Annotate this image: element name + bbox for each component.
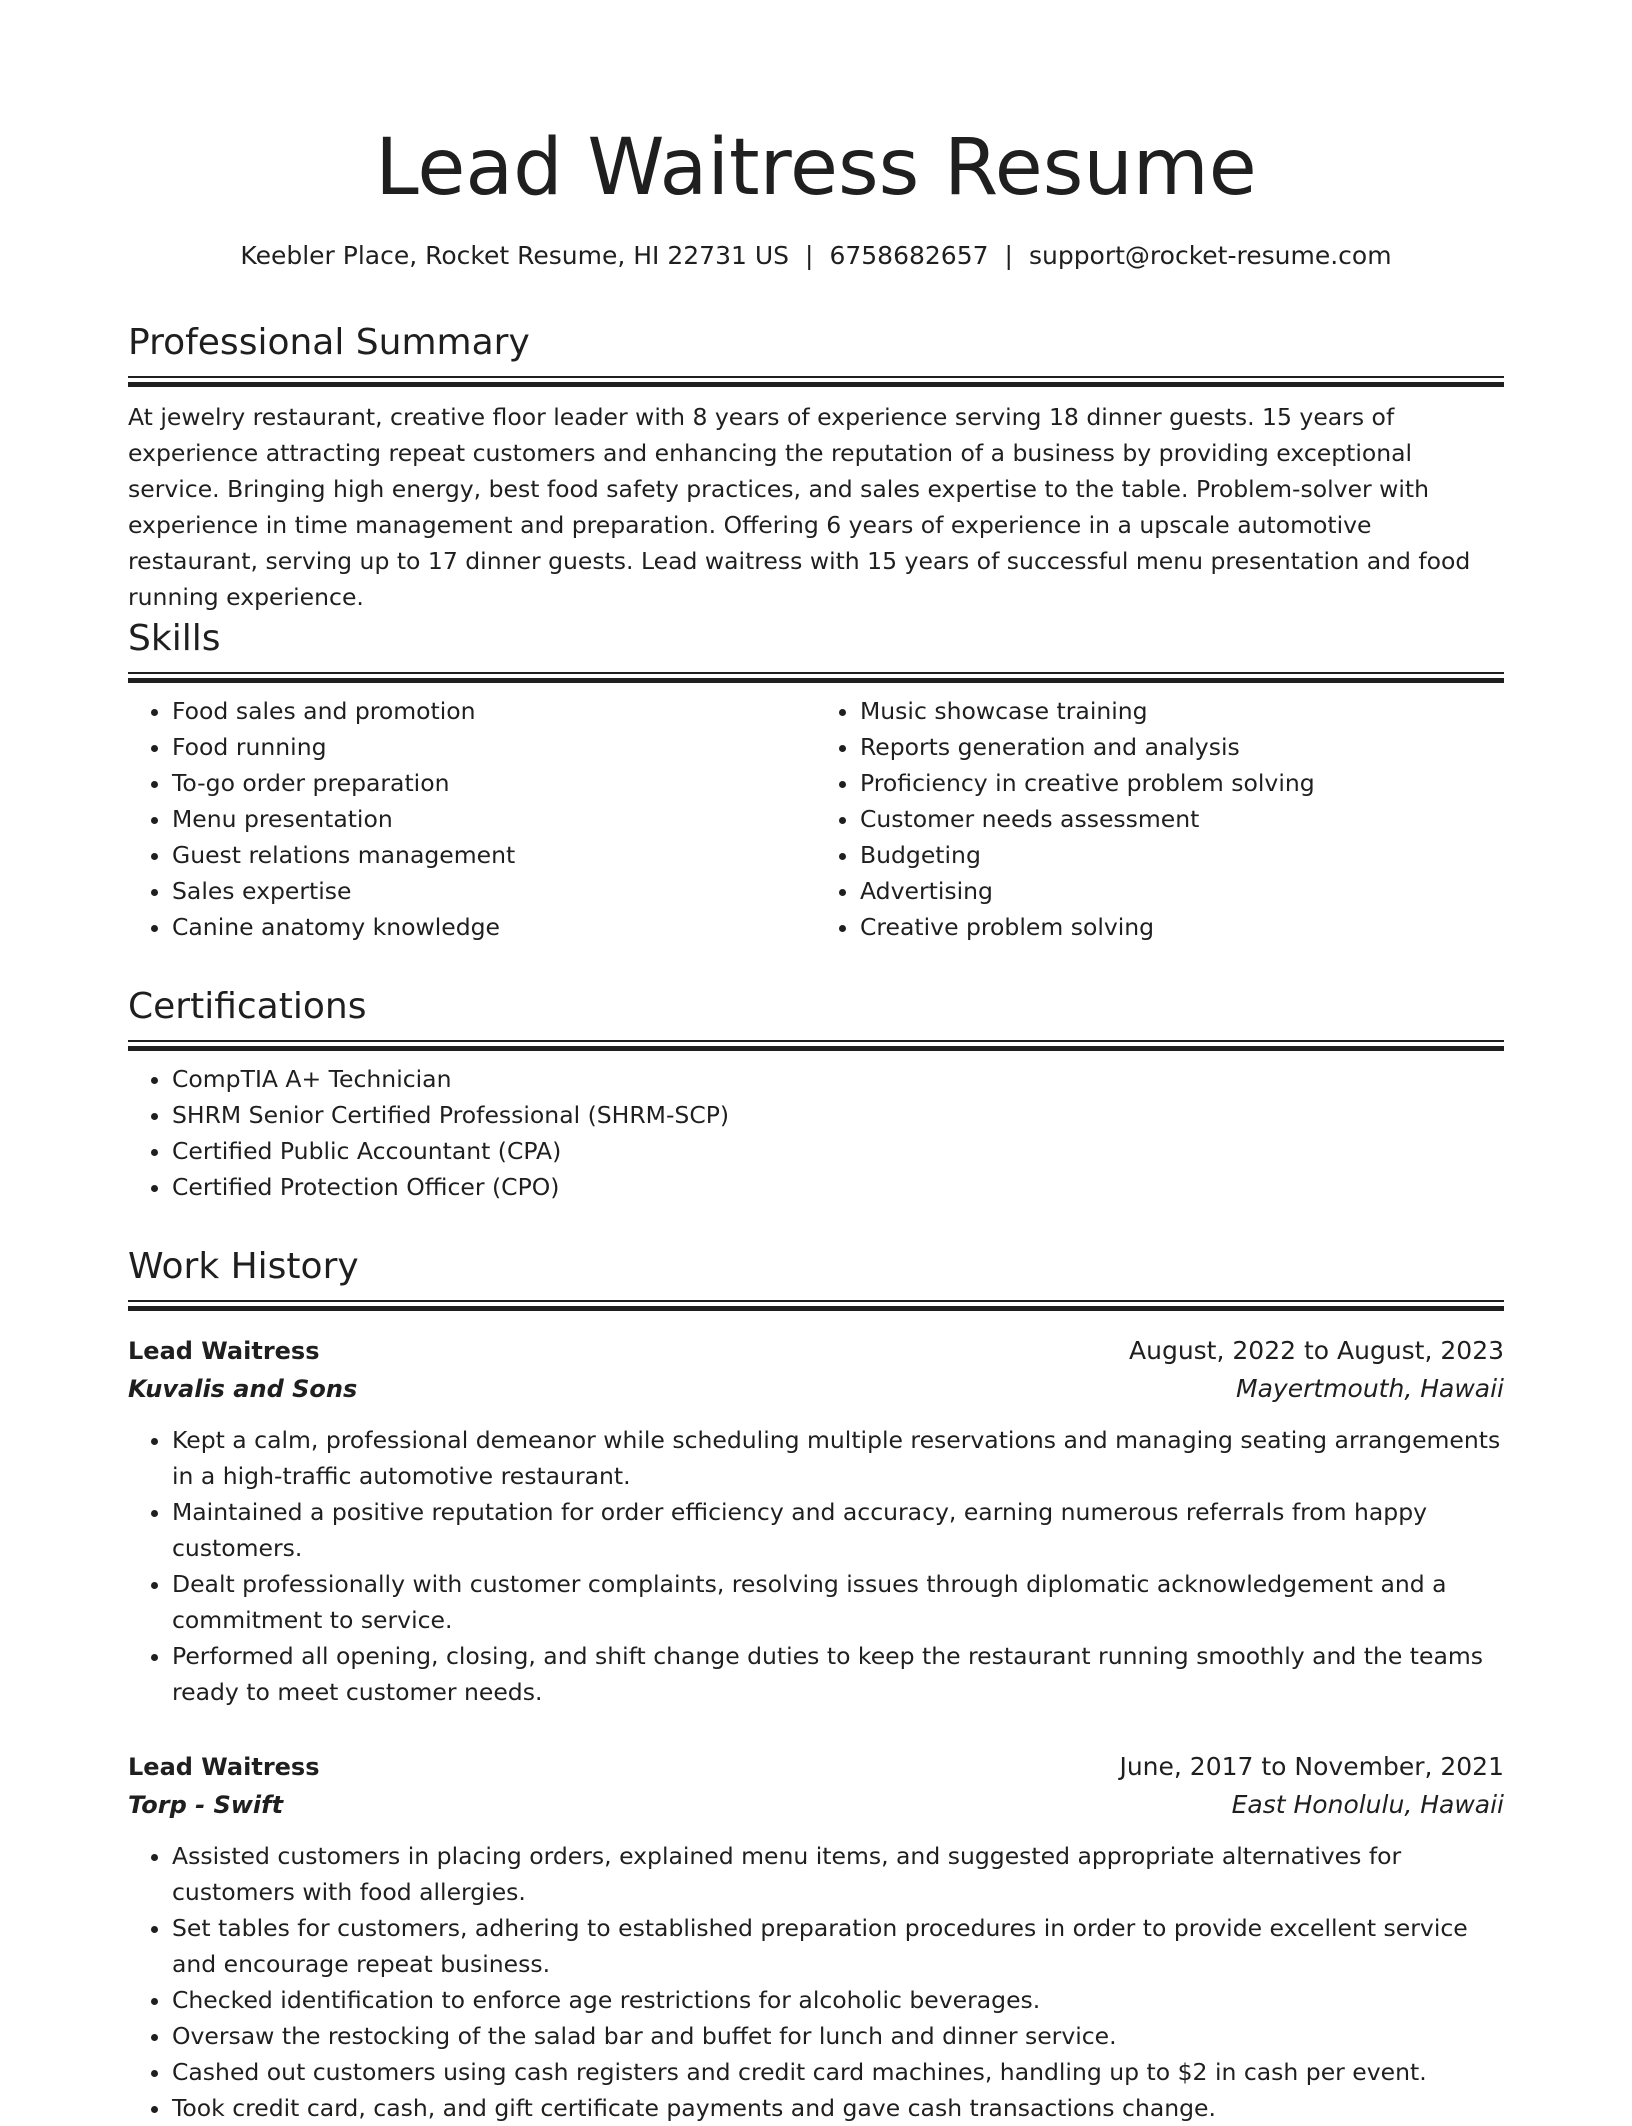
job-company: Torp - Swift bbox=[128, 1791, 284, 1819]
job-bullet: • Performed all opening, closing, and shift change duties to keep the restaurant running smoothly and the teams ready to meet customer needs. bbox=[172, 1638, 1504, 1710]
summary-heading: Professional Summary bbox=[128, 322, 530, 363]
job-header-row bbox=[128, 1332, 1504, 1370]
skill-item: • Guest relations management bbox=[172, 837, 816, 873]
job-bullet: • Took credit card, cash, and gift certificate payments and gave cash transactions change. bbox=[172, 2090, 1504, 2126]
job-bullet: • Assisted customers in placing orders, explained menu items, and suggested appropriate alternatives for customers with food allergies. bbox=[172, 1838, 1504, 1910]
skill-item: • Sales expertise bbox=[172, 873, 816, 909]
resume-title: Lead Waitress Resume bbox=[375, 123, 1257, 213]
job-entry bbox=[128, 1332, 1504, 1710]
section-divider bbox=[128, 672, 1504, 683]
skill-item: • Canine anatomy knowledge bbox=[172, 909, 816, 945]
job-bullet: • Set tables for customers, adhering to established preparation procedures in order to provide excellent service and encourage repeat business. bbox=[172, 1910, 1504, 1982]
certification-item: • Certified Public Accountant (CPA) bbox=[172, 1133, 1504, 1169]
skill-item: • Food running bbox=[172, 729, 816, 765]
skills-section bbox=[128, 614, 1504, 945]
job-location: Mayertmouth, Hawaii bbox=[1236, 1374, 1504, 1403]
job-bullet: • Cashed out customers using cash registers and credit card machines, handling up to $2 in cash per event. bbox=[172, 2054, 1504, 2090]
job-subheader-row bbox=[128, 1370, 1504, 1408]
certifications-heading: Certifications bbox=[128, 986, 367, 1027]
work-history-section bbox=[128, 1242, 1504, 1311]
skills-heading: Skills bbox=[128, 618, 221, 659]
job-bullets bbox=[128, 1838, 1504, 2126]
skills-list-left bbox=[128, 693, 816, 945]
skills-list-right bbox=[816, 693, 1504, 945]
section-divider bbox=[128, 376, 1504, 387]
contact-line bbox=[128, 238, 1504, 274]
job-bullets bbox=[128, 1422, 1504, 1710]
job-bullet: • Maintained a positive reputation for order efficiency and accuracy, earning numerous referrals from happy customers. bbox=[172, 1494, 1504, 1566]
job-bullet: • Dealt professionally with customer complaints, resolving issues through diplomatic acknowledgement and a commitment to service. bbox=[172, 1566, 1504, 1638]
skill-item: • Advertising bbox=[860, 873, 1504, 909]
skill-item: • Reports generation and analysis bbox=[860, 729, 1504, 765]
skill-item: • To-go order preparation bbox=[172, 765, 816, 801]
job-bullet: • Kept a calm, professional demeanor while scheduling multiple reservations and managing seating arrangements in a high-traffic automotive restaurant. bbox=[172, 1422, 1504, 1494]
job-dates: June, 2017 to November, 2021 bbox=[1119, 1752, 1504, 1781]
contact-phone: 6758682657 bbox=[829, 241, 989, 270]
summary-section bbox=[128, 318, 1504, 615]
job-title: Lead Waitress bbox=[128, 1337, 320, 1365]
job-dates: August, 2022 to August, 2023 bbox=[1129, 1336, 1504, 1365]
certification-item: • Certified Protection Officer (CPO) bbox=[172, 1169, 1504, 1205]
job-location: East Honolulu, Hawaii bbox=[1231, 1790, 1504, 1819]
work-history-heading: Work History bbox=[128, 1246, 359, 1287]
contact-separator: | bbox=[1004, 241, 1013, 270]
job-bullet: • Oversaw the restocking of the salad bar and buffet for lunch and dinner service. bbox=[172, 2018, 1504, 2054]
certification-item: • SHRM Senior Certified Professional (SHRM-SCP) bbox=[172, 1097, 1504, 1133]
skills-columns bbox=[128, 693, 1504, 945]
job-company: Kuvalis and Sons bbox=[128, 1375, 358, 1403]
section-divider bbox=[128, 1040, 1504, 1051]
summary-text: At jewelry restaurant, creative floor leader with 8 years of experience serving 18 dinner guests. 15 years of experience attracting repeat customers and enhancing the reputation of a business by providing exceptional service. Bringing high energy, best food safety practices, and sales expertise to the table. Problem-solver with experience in time management and preparation. Offering 6 years of experience in a upscale automotive restaurant, serving up to 17 dinner guests. Lead waitress with 15 years of successful menu presentation and food running experience. bbox=[128, 403, 1471, 611]
job-bullet: • Checked identification to enforce age restrictions for alcoholic beverages. bbox=[172, 1982, 1504, 2018]
certifications-section bbox=[128, 982, 1504, 1205]
skill-item: • Food sales and promotion bbox=[172, 693, 816, 729]
skill-item: • Menu presentation bbox=[172, 801, 816, 837]
contact-separator: | bbox=[805, 241, 814, 270]
contact-address: Keebler Place, Rocket Resume, HI 22731 US bbox=[240, 241, 790, 270]
job-title: Lead Waitress bbox=[128, 1753, 320, 1781]
skill-item: • Customer needs assessment bbox=[860, 801, 1504, 837]
skill-item: • Budgeting bbox=[860, 837, 1504, 873]
job-header-row bbox=[128, 1748, 1504, 1786]
job-subheader-row bbox=[128, 1786, 1504, 1824]
section-divider bbox=[128, 1300, 1504, 1311]
certification-item: • CompTIA A+ Technician bbox=[172, 1061, 1504, 1097]
skill-item: • Music showcase training bbox=[860, 693, 1504, 729]
certifications-list bbox=[128, 1061, 1504, 1205]
job-entry bbox=[128, 1748, 1504, 2126]
skill-item: • Proficiency in creative problem solving bbox=[860, 765, 1504, 801]
contact-email[interactable]: support@rocket-resume.com bbox=[1028, 241, 1392, 270]
skill-item: • Creative problem solving bbox=[860, 909, 1504, 945]
